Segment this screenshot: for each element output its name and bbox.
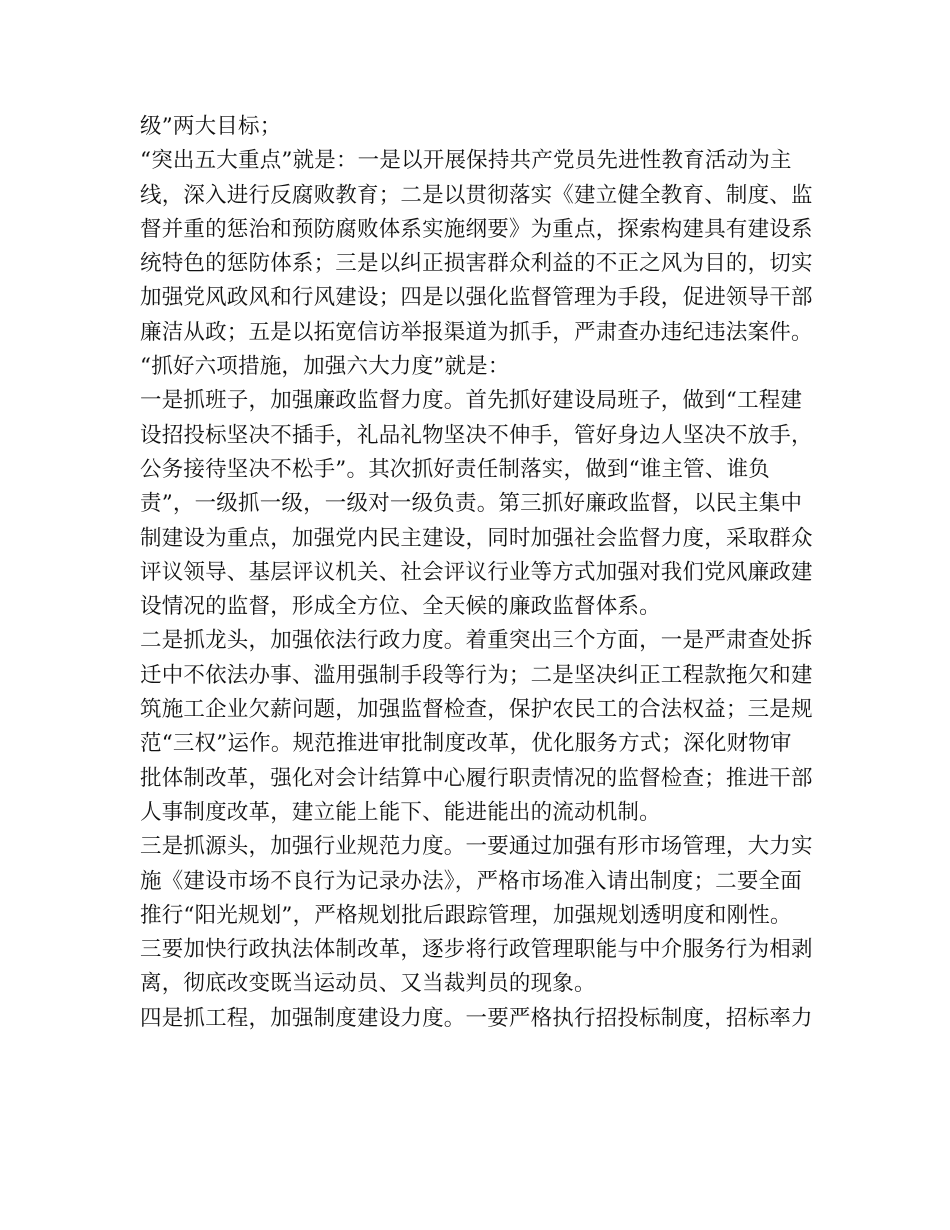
text-line: 责”，一级抓一级，一级对一级负责。第三抓好廉政监督，以民主集中: [140, 491, 803, 517]
text-line: 推行“阳光规划”，严格规划批后跟踪管理，加强规划透明度和刚性。: [140, 902, 792, 928]
text-line: 二是抓龙头，加强依法行政力度。着重突出三个方面，一是严肃查处拆: [140, 628, 813, 654]
text-line: 设情况的监督，形成全方位、全天候的廉政监督体系。: [140, 594, 661, 620]
text-line: 制建设为重点，加强党内民主建设，同时加强社会监督力度，采取群众: [140, 525, 813, 551]
text-line: 一是抓班子，加强廉政监督力度。首先抓好建设局班子，做到“工程建: [140, 388, 803, 414]
text-line: 范“三权”运作。规范推进审批制度改革，优化服务方式；深化财物审: [140, 731, 792, 757]
text-line: 加强党风政风和行风建设；四是以强化监督管理为手段，促进领导干部: [140, 285, 813, 311]
text-line: 廉洁从政；五是以拓宽信访举报渠道为抓手，严肃查办违纪违法案件。: [140, 319, 813, 345]
text-line: 三是抓源头，加强行业规范力度。一要通过加强有形市场管理，大力实: [140, 834, 813, 860]
text-line: 级”两大目标；: [140, 114, 282, 139]
text-line: “抓好六项措施，加强六大力度”就是：: [140, 354, 510, 380]
text-line: 人事制度改革，建立能上能下、能进能出的流动机制。: [140, 799, 661, 825]
text-line: 施《建设市场不良行为记录办法》，严格市场准入请出制度；二要全面: [140, 868, 802, 894]
text-line: 评议领导、基层评议机关、社会评议行业等方式加强对我们党风廉政建: [140, 559, 813, 585]
text-line: “突出五大重点”就是：一是以开展保持共产党员先进性教育活动为主: [140, 148, 792, 174]
text-line: 设招投标坚决不插手，礼品礼物坚决不伸手，管好身边人坚决不放手，: [140, 422, 813, 448]
text-line: 迁中不依法办事、滥用强制手段等行为；二是坚决纠正工程款拖欠和建: [140, 662, 813, 688]
text-line: 筑施工企业欠薪问题，加强监督检查，保护农民工的合法权益；三是规: [140, 697, 813, 723]
text-line: 批体制改革，强化对会计结算中心履行职责情况的监督检查；推进干部: [140, 765, 813, 791]
document-body: [140, 110, 820, 1036]
text-line: 离，彻底改变既当运动员、又当裁判员的现象。: [140, 971, 596, 997]
text-line: 督并重的惩治和预防腐败体系实施纲要》为重点，探索构建具有建设系: [140, 216, 813, 242]
text-line: 线，深入进行反腐败教育；二是以贯彻落实《建立健全教育、制度、监: [140, 182, 813, 208]
text-line: 三要加快行政执法体制改革，逐步将行政管理职能与中介服务行为相剥: [140, 937, 813, 963]
text-line: 四是抓工程，加强制度建设力度。一要严格执行招投标制度，招标率力: [140, 1005, 813, 1031]
text-line: 统特色的惩防体系；三是以纠正损害群众利益的不正之风为目的，切实: [140, 251, 813, 277]
text-line: 公务接待坚决不松手”。其次抓好责任制落实，做到“谁主管、谁负: [140, 456, 770, 482]
